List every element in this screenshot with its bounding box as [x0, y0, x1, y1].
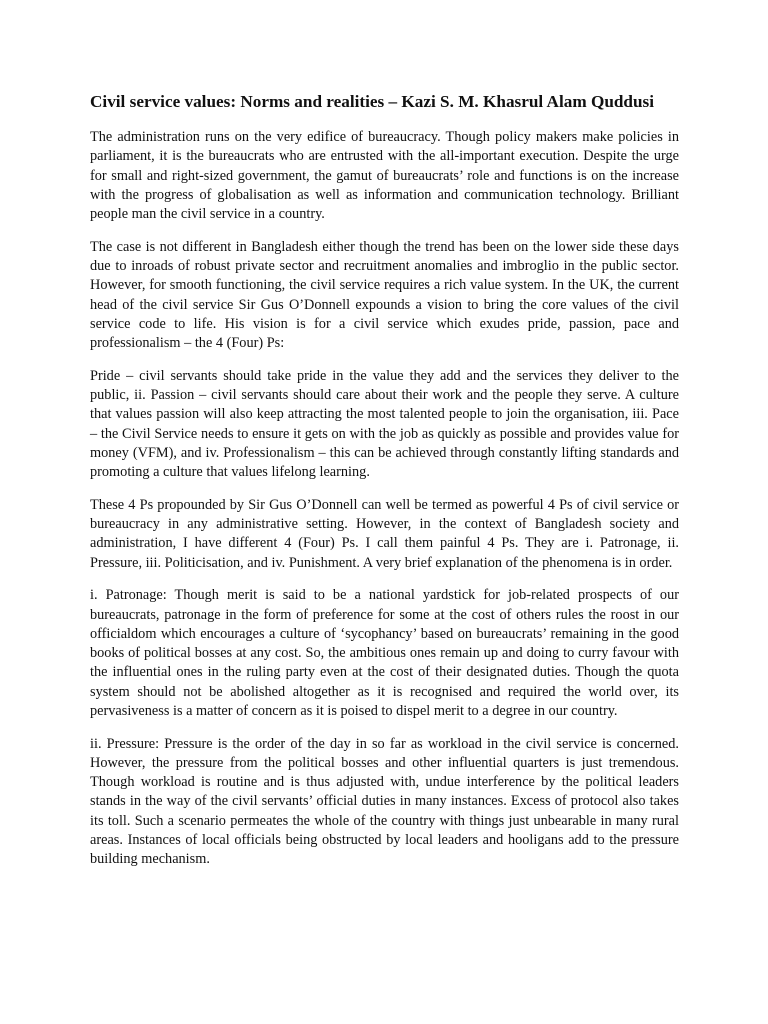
- document-body: [90, 90, 679, 883]
- paragraph-bangladesh-context: The case is not different in Bangladesh either though the trend has been on the lower side these days due to inroads of robust private sector and recruitment anomalies and imbroglio in the public sector. However, for smooth functioning, the civil service requires a rich value system. In the UK, the current head of the civil service Sir Gus O’Donnell expounds a vision to bring the core values of the civil service code to life. His vision is for a civil service which exudes pride, passion, pace and professionalism – the 4 (Four) Ps:: [90, 238, 679, 351]
- paragraph-four-ps-definition: Pride – civil servants should take pride in the value they add and the services they deliver to the public, ii. Passion – civil servants should care about their work and the people they serve. A culture that values passion will also keep attracting the most talented people to join the organisation, iii. Pace – the Civil Service needs to ensure it gets on with the job as quickly as possible and provides value for money (VFM), and iv. Professionalism – this can be achieved through constantly lifting standards and promoting a culture that values lifelong learning.: [90, 367, 679, 480]
- paragraph-intro: The administration runs on the very edifice of bureaucracy. Though policy makers make policies in parliament, it is the bureaucrats who are entrusted with the all-important execution. Despite the urge for small and right-sized government, the gamut of bureaucrats’ role and functions is on the increase with the progress of globalisation as well as information and communication technology. Brilliant people man the civil service in a country.: [90, 129, 679, 222]
- paragraph-pressure: ii. Pressure: Pressure is the order of the day in so far as workload in the civil service is concerned. However, the pressure from the political bosses and other influential quarters is just tremendous. Though workload is routine and is thus adjusted with, undue interference by the political leaders stands in the way of the civil servants’ official duties in many instances. Excess of protocol also takes its toll. Such a scenario permeates the whole of the country with things just unbearable in many rural areas. Instances of local officials being obstructed by local leaders and hooligans add to the pressure building mechanism.: [90, 735, 679, 867]
- document-title: Civil service values: Norms and realities – Kazi S. M. Khasrul Alam Quddusi: [90, 92, 655, 111]
- paragraph-patronage: i. Patronage: Though merit is said to be a national yardstick for job-related prospects of our bureaucrats, patronage in the form of preference for some at the cost of others rules the roost in our officialdom which encourages a culture of ‘sycophancy’ based on bureaucrats’ remaining in the good books of political bosses at any cost. So, the ambitious ones remain up and doing to curry favour with the influential ones in the ruling party even at the cost of their designated duties. Though the quota system should not be abolished altogether as it is recognised and required the world over, its pervasiveness is a matter of concern as it is poised to dispel merit to a degree in our country.: [90, 587, 679, 719]
- paragraph-painful-four-ps: These 4 Ps propounded by Sir Gus O’Donnell can well be termed as powerful 4 Ps of civil service or bureaucracy in any administrative setting. However, in the context of Bangladesh society and administration, I have different 4 (Four) Ps. I call them painful 4 Ps. They are i. Patronage, ii. Pressure, iii. Politicisation, and iv. Punishment. A very brief explanation of the phenomena is in order.: [90, 496, 679, 571]
